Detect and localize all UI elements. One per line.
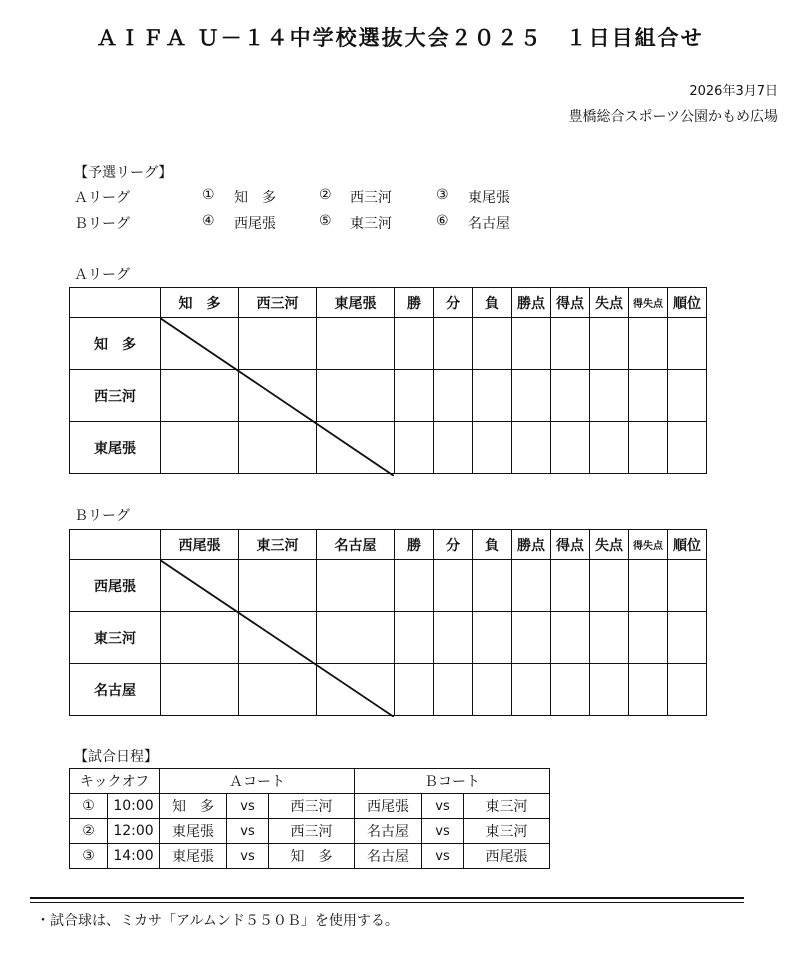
col-team: 東尾張 — [317, 288, 395, 318]
stat-cell — [434, 560, 473, 612]
league-a-table — [69, 287, 707, 474]
col-draw: 分 — [434, 288, 473, 318]
stat-cell — [473, 370, 512, 422]
divider-thick — [30, 897, 744, 899]
table-row — [70, 318, 707, 370]
col-goal-diff: 得失点 — [629, 530, 668, 560]
stat-cell — [473, 612, 512, 664]
table-row — [70, 370, 707, 422]
court-b-home: 名古屋 — [355, 819, 422, 844]
schedule-table — [69, 768, 550, 869]
court-b-header: Ｂコート — [355, 769, 550, 794]
table-header-row — [70, 288, 707, 318]
corner-cell — [70, 288, 161, 318]
result-cell — [239, 664, 317, 716]
team-name: 東尾張 — [468, 190, 510, 206]
vs-label: vs — [422, 844, 464, 869]
stat-cell — [512, 370, 551, 422]
court-b-home: 西尾張 — [355, 794, 422, 819]
stat-cell — [512, 422, 551, 474]
stat-cell — [395, 422, 434, 474]
kickoff-time: 14:00 — [108, 844, 160, 869]
col-loss: 負 — [473, 288, 512, 318]
team-no: ① — [202, 187, 215, 203]
col-team: 西三河 — [239, 288, 317, 318]
col-team: 東三河 — [239, 530, 317, 560]
col-rank: 順位 — [668, 288, 707, 318]
stat-cell — [551, 664, 590, 716]
result-cell — [239, 370, 317, 422]
stat-cell — [473, 422, 512, 474]
col-points: 勝点 — [512, 288, 551, 318]
table-header-row — [70, 530, 707, 560]
col-goals-for: 得点 — [551, 288, 590, 318]
stat-cell — [590, 370, 629, 422]
row-team: 東三河 — [70, 612, 161, 664]
league-b-label: Ｂリーグ — [74, 508, 130, 524]
court-b-away: 東三河 — [464, 819, 550, 844]
result-cell — [317, 612, 395, 664]
col-goal-diff: 得失点 — [629, 288, 668, 318]
row-team: 名古屋 — [70, 664, 161, 716]
col-goals-against: 失点 — [590, 530, 629, 560]
col-team: 名古屋 — [317, 530, 395, 560]
stat-cell — [668, 560, 707, 612]
court-a-away: 知 多 — [269, 844, 355, 869]
col-win: 勝 — [395, 288, 434, 318]
schedule-heading: 【試合日程】 — [74, 749, 158, 765]
match-no: ③ — [70, 844, 108, 869]
table-row — [70, 560, 707, 612]
stat-cell — [668, 612, 707, 664]
schedule-row — [70, 794, 550, 819]
stat-cell — [629, 370, 668, 422]
stat-cell — [434, 370, 473, 422]
row-team: 東尾張 — [70, 422, 161, 474]
team-no: ② — [319, 187, 332, 203]
team-no: ⑥ — [436, 213, 449, 229]
court-a-away: 西三河 — [269, 794, 355, 819]
court-b-away: 西尾張 — [464, 844, 550, 869]
stat-cell — [590, 560, 629, 612]
stat-cell — [629, 318, 668, 370]
stat-cell — [551, 318, 590, 370]
stat-cell — [629, 560, 668, 612]
table-row — [70, 612, 707, 664]
result-cell — [317, 422, 395, 474]
court-a-home: 東尾張 — [160, 819, 227, 844]
stat-cell — [512, 560, 551, 612]
stat-cell — [629, 612, 668, 664]
ball-note: ・試合球は、ミカサ「アルムンド５５０Ｂ」を使用する。 — [36, 913, 399, 929]
col-win: 勝 — [395, 530, 434, 560]
stat-cell — [434, 422, 473, 474]
table-row — [70, 664, 707, 716]
divider-thin — [30, 902, 744, 903]
col-goals-against: 失点 — [590, 288, 629, 318]
prelim-heading: 【予選リーグ】 — [74, 165, 173, 181]
kickoff-header: キックオフ — [70, 769, 160, 794]
col-goals-for: 得点 — [551, 530, 590, 560]
schedule-header-row — [70, 769, 550, 794]
team-no: ④ — [202, 213, 215, 229]
vs-label: vs — [422, 794, 464, 819]
court-a-home: 東尾張 — [160, 844, 227, 869]
league-a-label: Ａリーグ — [74, 267, 130, 283]
table-row — [70, 422, 707, 474]
league-b-row — [74, 213, 574, 233]
result-cell — [239, 318, 317, 370]
stat-cell — [629, 422, 668, 474]
stat-cell — [668, 422, 707, 474]
team-no: ③ — [436, 187, 449, 203]
stat-cell — [473, 318, 512, 370]
stat-cell — [551, 370, 590, 422]
stat-cell — [590, 612, 629, 664]
team-name: 名古屋 — [468, 216, 510, 232]
stat-cell — [590, 664, 629, 716]
page-title: ＡＩＦＡ Ｕ－１４中学校選抜大会２０２５ １日目組合せ — [96, 26, 704, 50]
event-date: 2026年3月7日 — [689, 84, 778, 99]
stat-cell — [473, 560, 512, 612]
result-cell — [161, 560, 239, 612]
stat-cell — [512, 664, 551, 716]
result-cell — [317, 664, 395, 716]
result-cell — [161, 612, 239, 664]
league-b-table — [69, 529, 707, 716]
vs-label: vs — [227, 844, 269, 869]
result-cell — [161, 370, 239, 422]
stat-cell — [395, 318, 434, 370]
stat-cell — [590, 422, 629, 474]
league-name: Ｂリーグ — [74, 216, 130, 232]
stat-cell — [590, 318, 629, 370]
match-no: ① — [70, 794, 108, 819]
stat-cell — [512, 612, 551, 664]
stat-cell — [395, 664, 434, 716]
result-cell — [161, 318, 239, 370]
result-cell — [239, 422, 317, 474]
col-points: 勝点 — [512, 530, 551, 560]
stat-cell — [434, 612, 473, 664]
row-team: 西尾張 — [70, 560, 161, 612]
vs-label: vs — [227, 819, 269, 844]
result-cell — [239, 612, 317, 664]
corner-cell — [70, 530, 161, 560]
stat-cell — [668, 318, 707, 370]
result-cell — [239, 560, 317, 612]
col-draw: 分 — [434, 530, 473, 560]
col-team: 知 多 — [161, 288, 239, 318]
stat-cell — [512, 318, 551, 370]
kickoff-time: 12:00 — [108, 819, 160, 844]
stat-cell — [473, 664, 512, 716]
team-no: ⑤ — [319, 213, 332, 229]
team-name: 西尾張 — [234, 216, 276, 232]
court-b-away: 東三河 — [464, 794, 550, 819]
stat-cell — [434, 664, 473, 716]
court-a-header: Ａコート — [160, 769, 355, 794]
event-venue: 豊橋総合スポーツ公園かもめ広場 — [568, 109, 778, 125]
col-team: 西尾張 — [161, 530, 239, 560]
court-a-away: 西三河 — [269, 819, 355, 844]
stat-cell — [551, 612, 590, 664]
vs-label: vs — [227, 794, 269, 819]
league-a-row — [74, 187, 574, 207]
schedule-row — [70, 844, 550, 869]
court-b-home: 名古屋 — [355, 844, 422, 869]
col-rank: 順位 — [668, 530, 707, 560]
team-name: 知 多 — [234, 190, 276, 206]
stat-cell — [668, 664, 707, 716]
team-name: 東三河 — [350, 216, 392, 232]
result-cell — [317, 560, 395, 612]
league-name: Ａリーグ — [74, 190, 130, 206]
row-team: 知 多 — [70, 318, 161, 370]
result-cell — [317, 370, 395, 422]
team-name: 西三河 — [350, 190, 392, 206]
stat-cell — [395, 612, 434, 664]
match-no: ② — [70, 819, 108, 844]
stat-cell — [629, 664, 668, 716]
stat-cell — [395, 560, 434, 612]
schedule-row — [70, 819, 550, 844]
col-loss: 負 — [473, 530, 512, 560]
stat-cell — [434, 318, 473, 370]
result-cell — [161, 664, 239, 716]
stat-cell — [551, 560, 590, 612]
result-cell — [161, 422, 239, 474]
kickoff-time: 10:00 — [108, 794, 160, 819]
vs-label: vs — [422, 819, 464, 844]
stat-cell — [551, 422, 590, 474]
court-a-home: 知 多 — [160, 794, 227, 819]
stat-cell — [668, 370, 707, 422]
stat-cell — [395, 370, 434, 422]
row-team: 西三河 — [70, 370, 161, 422]
result-cell — [317, 318, 395, 370]
